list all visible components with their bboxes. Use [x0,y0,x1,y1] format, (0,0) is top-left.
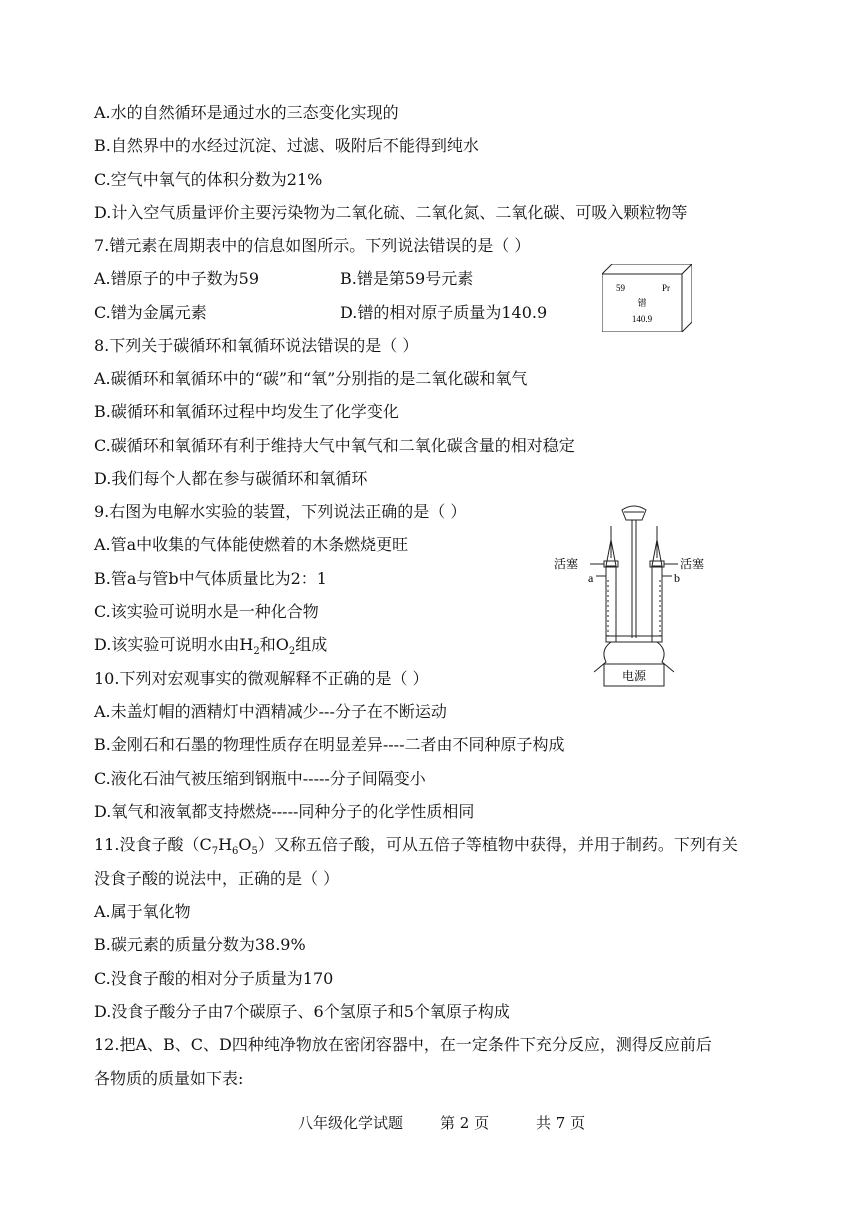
tube-a-label: a [588,571,594,585]
q6-option-b: B.自然界中的水经过沉淀、过滤、吸附后不能得到纯水 [94,136,479,155]
q11-option-d: D.没食子酸分子由7个碳原子、6个氢原子和5个氧原子构成 [94,1002,510,1021]
q8-stem: 8.下列关于碳循环和氧循环说法错误的是（ ） [94,336,419,355]
element-name: 镨 [637,299,647,309]
q8-option-a: A.碳循环和氧循环中的“碳”和“氧”分别指的是二氧化碳和氧气 [94,369,528,388]
q10-stem: 10.下列对宏观事实的微观解释不正确的是（ ） [94,669,429,688]
q6-option-a: A.水的自然循环是通过水的三态变化实现的 [94,103,399,122]
q6-option-c: C.空气中氧气的体积分数为21% [94,170,323,189]
q10-option-a: A.未盖灯帽的酒精灯中酒精减少---分子在不断运动 [94,702,447,721]
q10-option-b: B.金刚石和石墨的物理性质存在明显差异----二者由不同种原子构成 [94,735,565,754]
q9-option-c: C.该实验可说明水是一种化合物 [94,602,319,621]
power-source-label: 电源 [621,669,647,683]
q11-stem-continued: 没食子酸的说法中，正确的是（ ） [94,869,340,888]
q9-option-a: A.管a中收集的气体能使燃着的木条燃烧更旺 [94,535,409,554]
left-valve-label: 活塞 [554,557,579,571]
q10-option-c: C.液化石油气被压缩到钢瓶中-----分子间隔变小 [94,769,426,788]
q10-option-d: D.氧气和液氧都支持燃烧-----同种分子的化学性质相同 [94,802,475,821]
q11-option-a: A.属于氧化物 [94,902,191,921]
q11-stem: 11.没食子酸$(C_7H_6O_5)$又称五倍子酸，可从五倍子等植物中获得，并用于制药。下列有关 [94,835,738,858]
electrolysis-apparatus-diagram [550,500,720,695]
q12-stem-continued: 各物质的质量如下表: [94,1069,244,1088]
q12-stem: 12.把A、B、C、D四种纯净物放在密闭容器中，在一定条件下充分反应，测得反应前后 [94,1035,712,1054]
q9-option-d: D.该实验可说明水由$H_2$和$O_2$组成 [94,635,328,658]
q6-option-d: D.计入空气质量评价主要污染物为二氧化硫、二氧化氮、二氧化碳、可吸入颗粒物等 [94,203,688,222]
footer-subject: 八年级化学试题 [298,1114,404,1132]
q9-stem: 9.右图为电解水实验的装置，下列说法正确的是（ ） [94,502,467,521]
element-number: 59 [616,283,625,293]
element-mass: 140.9 [631,314,653,324]
q8-option-b: B.碳循环和氧循环过程中均发生了化学变化 [94,402,399,421]
footer-page-number: 第 2 页 [440,1114,490,1132]
element-symbol: Pr [662,283,671,293]
q7-option-b: B.镨是第59号元素 [340,269,474,288]
q11-option-c: C.没食子酸的相对分子质量为170 [94,969,334,988]
q8-option-d: D.我们每个人都在参与碳循环和氧循环 [94,469,368,488]
tube-b-label: b [674,571,680,585]
q7-option-d: D.镨的相对原子质量为140.9 [340,303,548,322]
q9-option-b: B.管a与管b中气体质量比为2：1 [94,569,327,588]
right-valve-label: 活塞 [680,557,705,571]
q8-option-c: C.碳循环和氧循环有利于维持大气中氧气和二氧化碳含量的相对稳定 [94,436,575,455]
q11-option-b: B.碳元素的质量分数为38.9% [94,935,306,954]
q7-stem: 7.镨元素在周期表中的信息如图所示。下列说法错误的是（ ） [94,236,531,255]
q7-option-a: A.镨原子的中子数为59 [94,269,260,288]
footer-total-pages: 共 7 页 [536,1114,586,1132]
q7-option-c: C.镨为金属元素 [94,303,207,322]
element-cell-diagram [602,264,692,332]
